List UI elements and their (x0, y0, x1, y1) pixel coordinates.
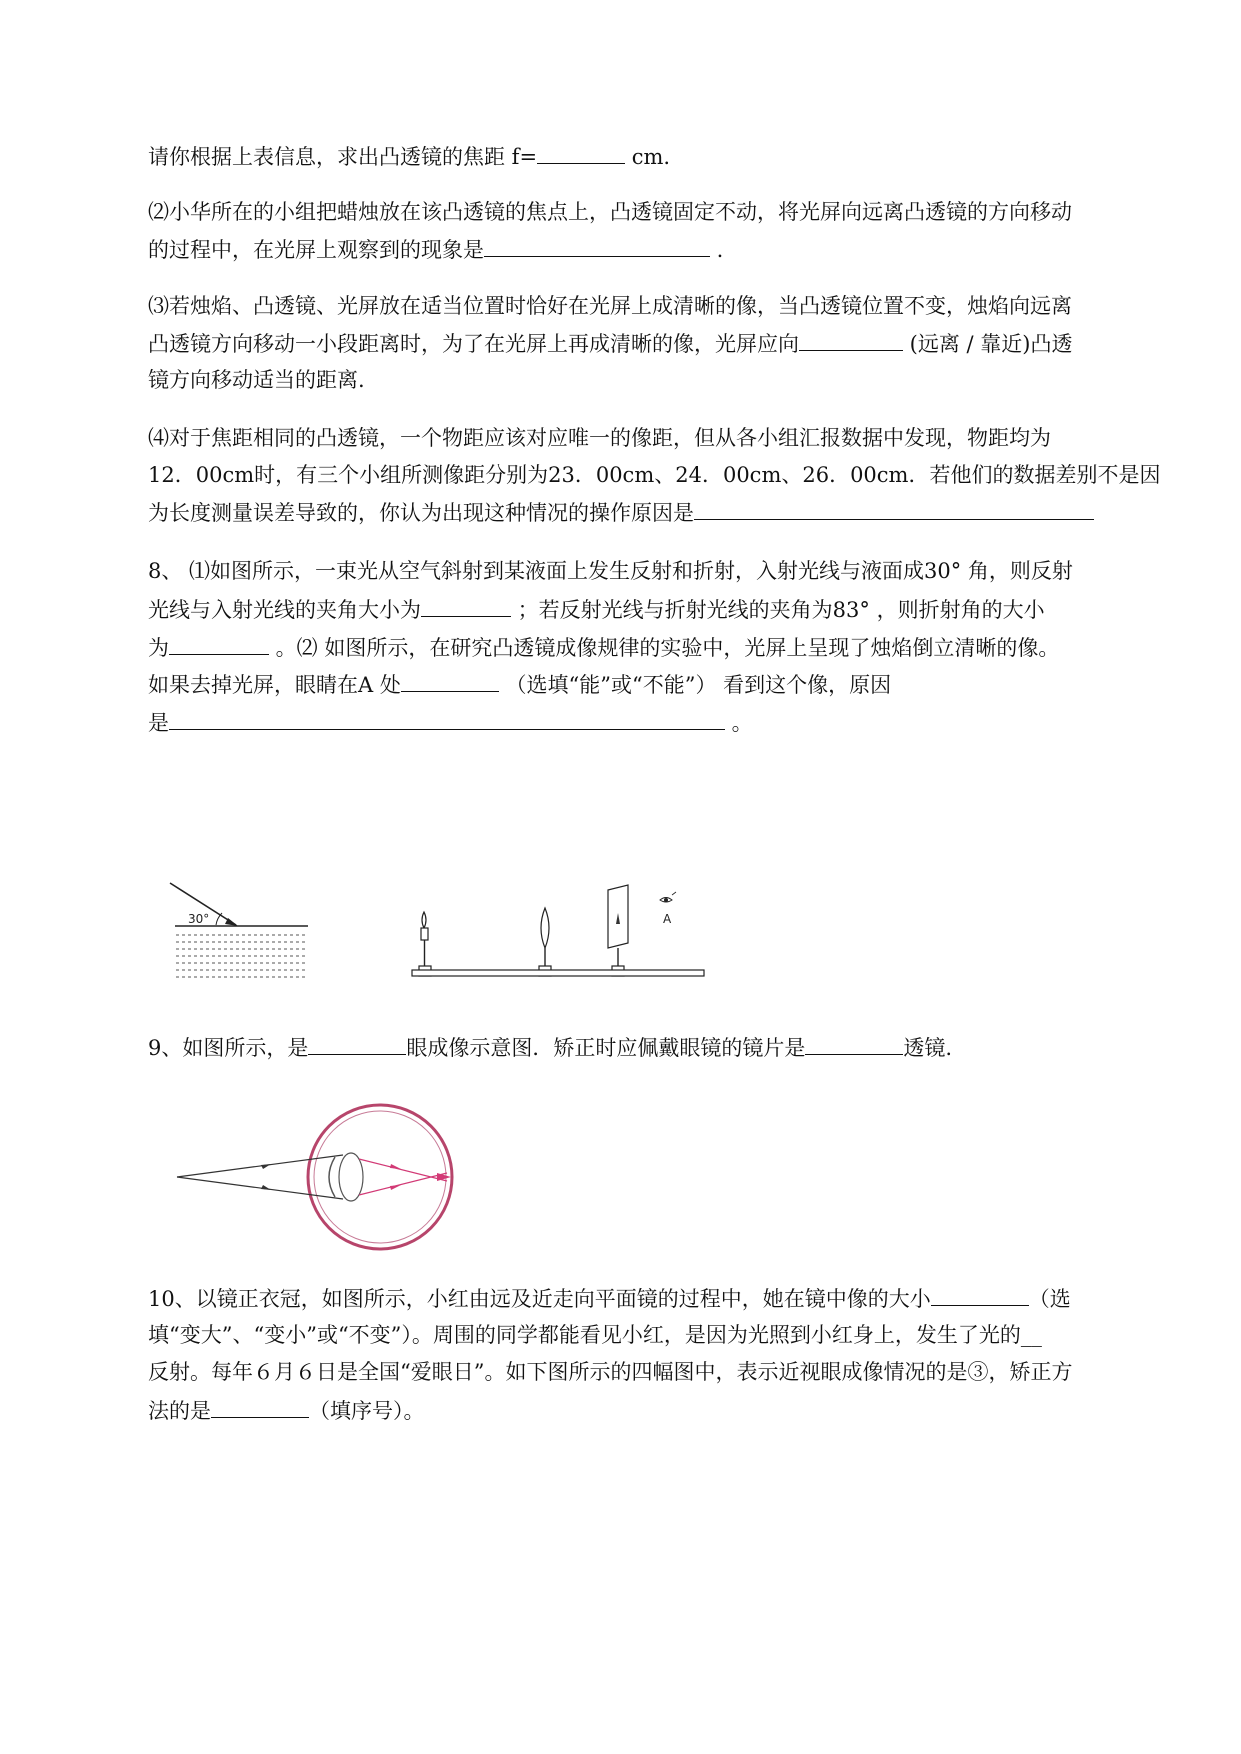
q10-line4 (148, 1397, 425, 1424)
q8-line5-text: 是 (148, 711, 169, 735)
optical-bench-rail (412, 970, 704, 976)
q9-text-a: 9、如图所示，是 (148, 1036, 309, 1060)
q8-line1: 8、 ⑴如图所示，一束光从空气斜射到某液面上发生反射和折射，入射光线与液面成30° 角，则反射 (148, 559, 1073, 583)
q9-text-c: 透镜. (903, 1036, 953, 1060)
q9-line1 (148, 1034, 952, 1061)
focal-length-blank[interactable] (537, 143, 625, 164)
q7-part2-line1: ⑵小华所在的小组把蜡烛放在该凸透镜的焦点上，凸透镜固定不动，将光屏向远离凸透镜的方向移动 (148, 200, 1072, 224)
image-size-blank[interactable] (931, 1285, 1029, 1306)
q8-line2-text: 光线与入射光线的夹角大小为 (148, 598, 421, 622)
q8-line3-rest: 。⑵ 如图所示，在研究凸透镜成像规律的实验中，光屏上呈现了烛焰倒立清晰的像。 (269, 636, 1060, 660)
q7-part2-end: . (710, 238, 724, 262)
q7-part3-line1: ⑶若烛焰、凸透镜、光屏放在适当位置时恰好在光屏上成清晰的像，当凸透镜位置不变，烛焰向远离 (148, 294, 1072, 318)
eye-icon (660, 892, 676, 902)
can-see-image-blank[interactable] (401, 671, 499, 692)
correction-method-blank[interactable] (211, 1397, 309, 1418)
q7-part4-line1: ⑷对于焦距相同的凸透镜，一个物距应该对应唯一的像距，但从各小组汇报数据中发现，物距均为 (148, 426, 1051, 450)
q7-part4-line3 (148, 499, 1094, 526)
q7-part2-line2 (148, 236, 723, 263)
q10-line1-text: 10、以镜正衣冠，如图所示，小红由远及近走向平面镜的过程中，她在镜中像的大小 (148, 1287, 931, 1311)
eye-imaging-figure (175, 1095, 475, 1255)
q7-focal-text: 请你根据上表信息，求出凸透镜的焦距 f= (148, 145, 538, 169)
q10-line1-end: （选 (1028, 1287, 1071, 1311)
eye-type-blank[interactable] (308, 1034, 406, 1055)
q10-line2: 填“变大”、“变小”或“不变”）。周围的同学都能看见小红，是因为光照到小红身上，发生了光的__ (148, 1323, 1042, 1347)
q7-part4-text: 为长度测量误差导致的，你认为出现这种情况的操作原因是 (148, 501, 694, 525)
q7-part3-line3: 镜方向移动适当的距离. (148, 368, 365, 392)
refraction-angle-blank[interactable] (169, 634, 269, 655)
q8-line4-text: 如果去掉光屏，眼睛在A 处 (148, 673, 401, 697)
angle-label: 30° (188, 912, 210, 926)
q7-part3-text: 凸透镜方向移动一小段距离时，为了在光屏上再成清晰的像，光屏应向 (148, 332, 799, 356)
screen-direction-blank[interactable] (799, 330, 903, 351)
q7-part3-line2 (148, 330, 1073, 357)
light-screen-icon (608, 885, 628, 976)
optical-bench-figure (410, 880, 710, 990)
point-a-label: A (663, 912, 672, 926)
q10-line4-text: 法的是 (148, 1399, 211, 1423)
phenomenon-blank[interactable] (484, 236, 710, 257)
q7-focal-unit: cm. (625, 145, 671, 169)
q8-line5-end: 。 (725, 711, 753, 735)
reason-blank[interactable] (694, 499, 1094, 520)
q8-line4-rest: （选填“能”或“不能”） 看到这个像，原因 (498, 673, 892, 697)
q8-line2-rest: ；若反射光线与折射光线的夹角为83° ，则折射角的大小 (511, 598, 1045, 622)
q10-line3: 反射。每年６月６日是全国“爱眼日”。如下图所示的四幅图中，表示近视眼成像情况的是③，矫正方 (148, 1360, 1073, 1384)
q7-part4-line2: 12．00cm时，有三个小组所测像距分别为23．00cm、24．00cm、26．00cm．若他们的数据差别不是因 (148, 463, 1161, 487)
convex-lens-icon (539, 908, 551, 976)
candle-icon (419, 912, 431, 976)
liquid-body (176, 935, 306, 977)
q8-line3-text: 为 (148, 636, 169, 660)
cause-blank[interactable] (169, 709, 725, 730)
q8-line5 (148, 709, 753, 736)
q7-part2-text: 的过程中，在光屏上观察到的现象是 (148, 238, 484, 262)
liquid-surface-figure (160, 875, 320, 985)
q10-line1 (148, 1285, 1071, 1312)
q7-focal-length-line (148, 143, 670, 170)
reflection-angle-blank[interactable] (421, 596, 511, 617)
q8-line3 (148, 634, 1059, 661)
lens-type-blank[interactable] (805, 1034, 903, 1055)
q8-line4 (148, 671, 891, 698)
q10-line4-end: （填序号）。 (309, 1399, 425, 1423)
q9-text-b: 眼成像示意图．矫正时应佩戴眼镜的镜片是 (406, 1036, 806, 1060)
q8-line2 (148, 596, 1045, 623)
q7-part3-options: (远离 / 靠近)凸透 (903, 332, 1073, 356)
